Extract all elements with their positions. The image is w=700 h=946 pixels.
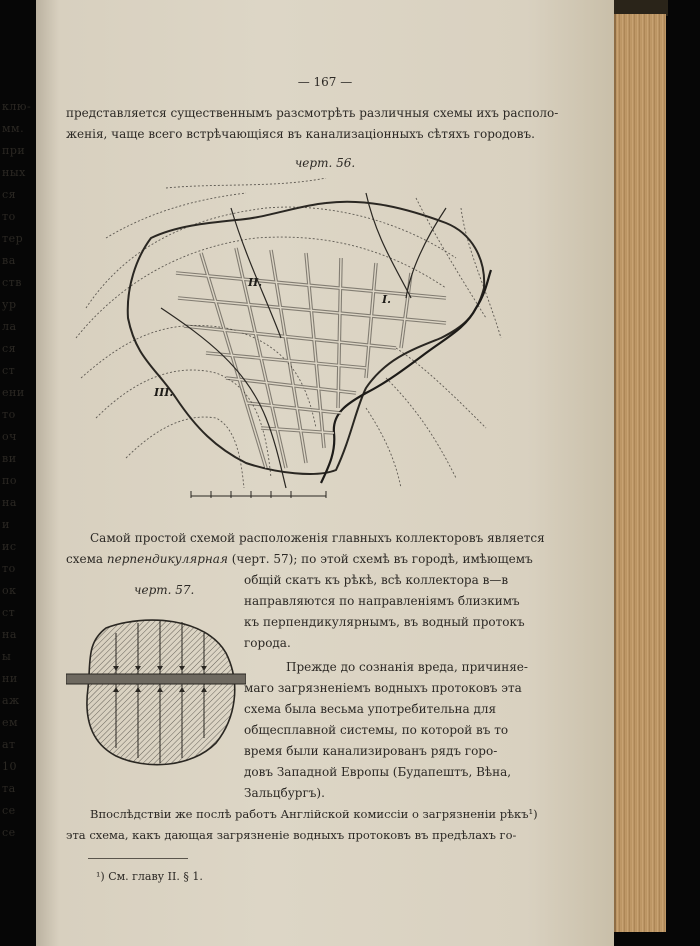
page-block-edge: [614, 14, 666, 932]
para1-line-1: Самой простой схемой расположенія главныхъ коллекторовъ является: [90, 531, 545, 545]
left-page-text-fragment: ат: [2, 738, 16, 751]
left-page-text-fragment: ств: [2, 276, 22, 289]
left-page-text-fragment: ва: [2, 254, 16, 267]
left-page-text-fragment: на: [2, 496, 17, 509]
fig56-label-i: I.: [382, 293, 391, 306]
left-page-edge: [0, 0, 40, 946]
left-page-text-fragment: тер: [2, 232, 24, 245]
fig56-label-iii: III.: [154, 386, 174, 399]
left-page-text-fragment: ур: [2, 298, 17, 311]
para2-line-2: маго загрязненіемъ водныхъ протоковъ эта: [244, 681, 522, 695]
intro-line-1: представляется существеннымъ разсмотрѣть различныя схемы ихъ располо-: [66, 106, 559, 120]
left-page-text-fragment: се: [2, 804, 16, 817]
para3-line-1: Впослѣдствіи же послѣ работъ Англійской комиссіи о загрязненіи рѣкъ¹): [90, 807, 538, 821]
left-page-text-fragment: на: [2, 628, 17, 641]
left-page-text-fragment: ся: [2, 188, 17, 201]
fig56-caption: черт. 56.: [294, 156, 356, 170]
left-page-text-fragment: по: [2, 474, 17, 487]
left-page-text-fragment: ы: [2, 650, 12, 663]
left-page-text-fragment: мм.: [2, 122, 25, 135]
para2-line-4: общесплавной системы, по которой въ то: [244, 723, 509, 737]
para3-line-2: эта схема, какъ дающая загрязненіе водныхъ протоковъ въ предѣлахъ го-: [66, 828, 517, 842]
fig57-caption: черт. 57.: [134, 583, 195, 597]
left-page-text-fragment: 10: [2, 760, 17, 773]
para1-line-2: схема перпендикулярная (черт. 57); по этой схемѣ въ городѣ, имѣющемъ: [66, 552, 533, 566]
left-page-text-fragment: то: [2, 408, 16, 421]
page-number: — 167 —: [297, 75, 353, 89]
left-page-text-fragment: оч: [2, 430, 17, 443]
figure-56-city-sewer-map: [66, 178, 506, 498]
left-page-text-fragment: та: [2, 782, 16, 795]
left-page-text-fragment: ис: [2, 540, 17, 553]
para2-line-5: время были канализированъ рядъ горо-: [244, 744, 498, 758]
para2-line-1: Прежде до сознанія вреда, причиняе-: [286, 660, 528, 674]
para2-line-3: схема была весьма употребительна для: [244, 702, 497, 716]
left-page-text-fragment: ок: [2, 584, 17, 597]
left-page-text-fragment: ла: [2, 320, 17, 333]
left-page-text-fragment: ст: [2, 606, 16, 619]
left-page-text-fragment: ст: [2, 364, 16, 377]
left-page-text-fragment: ни: [2, 672, 18, 685]
para1-side-line-2: направляются по направленіямъ близкимъ: [244, 594, 520, 608]
left-page-text-fragment: то: [2, 210, 16, 223]
left-page-text-fragment: аж: [2, 694, 20, 707]
para2-line-7: Зальцбургъ).: [244, 786, 325, 800]
left-page-text-fragment: ных: [2, 166, 26, 179]
para1-side-line-4: города.: [244, 636, 291, 650]
fig56-label-ii: II.: [248, 276, 263, 289]
left-page-text-fragment: клю-: [2, 100, 32, 113]
fig56-scale-bar: [191, 491, 326, 498]
footnote-rule: [88, 858, 188, 859]
footnote: ¹) См. главу II. § 1.: [96, 870, 203, 883]
left-page-text-fragment: ени: [2, 386, 25, 399]
figure-57-perpendicular-scheme: [66, 608, 246, 773]
left-page-text-fragment: то: [2, 562, 16, 575]
para1-side-line-1: общій скатъ къ рѣкѣ, всѣ коллектора в—в: [244, 573, 509, 587]
para1-side-line-3: къ перпендикулярнымъ, въ водный протокъ: [244, 615, 525, 629]
left-page-text-fragment: и: [2, 518, 10, 531]
para2-line-6: довъ Западной Европы (Будапештъ, Вѣна,: [244, 765, 512, 779]
intro-line-2: женія, чаще всего встрѣчающіяся въ канализаціонныхъ сѣтяхъ городовъ.: [66, 127, 535, 141]
left-page-text-fragment: при: [2, 144, 26, 157]
left-page-text-fragment: се: [2, 826, 16, 839]
left-page-text-fragment: ем: [2, 716, 19, 729]
left-page-text-fragment: ся: [2, 342, 17, 355]
left-page-text-fragment: ви: [2, 452, 17, 465]
